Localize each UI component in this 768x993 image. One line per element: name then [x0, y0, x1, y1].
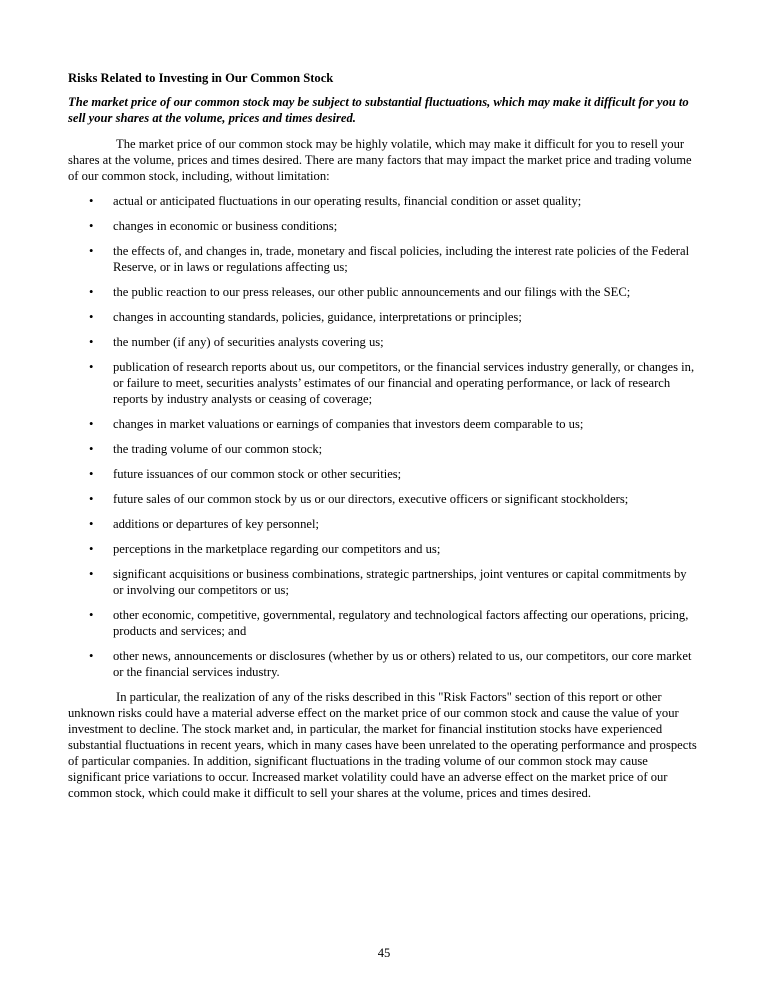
bullet-icon: •: [89, 417, 94, 431]
bullet-icon: •: [89, 244, 94, 258]
risk-factor-text: the number (if any) of securities analysts covering us;: [113, 335, 384, 349]
risk-factor-text: actual or anticipated fluctuations in our operating results, financial condition or asset quality;: [113, 194, 582, 208]
bullet-icon: •: [89, 310, 94, 324]
risk-factor-item: [68, 243, 700, 275]
risk-factor-text: future issuances of our common stock or other securities;: [113, 467, 402, 481]
bullet-icon: •: [89, 467, 94, 481]
section-heading: Risks Related to Investing in Our Common Stock: [68, 71, 334, 85]
risk-factor-item: [68, 441, 700, 457]
bullet-icon: •: [89, 219, 94, 233]
risk-factor-text: perceptions in the marketplace regarding our competitors and us;: [113, 542, 441, 556]
risk-factor-item: [68, 566, 700, 598]
risk-factor-text: changes in market valuations or earnings of companies that investors deem comparable to us;: [113, 417, 584, 431]
risk-factor-item: [68, 648, 700, 680]
risk-factor-item: [68, 284, 700, 300]
risk-factor-text: the public reaction to our press releases, our other public announcements and our filings with the SEC;: [113, 285, 631, 299]
risk-factor-text: changes in accounting standards, policies, guidance, interpretations or principles;: [113, 310, 522, 324]
bullet-icon: •: [89, 335, 94, 349]
bullet-icon: •: [89, 608, 94, 622]
risk-factor-text: significant acquisitions or business combinations, strategic partnerships, joint ventures or capital commitments by or involving our competitors or us;: [113, 567, 687, 597]
intro-paragraph: The market price of our common stock may be highly volatile, which may make it difficult for you to resell your shares at the volume, prices and times desired. There are many factors that may impact the market price and trading volume of our common stock, including, without limitation:: [68, 137, 692, 183]
risk-factor-text: publication of research reports about us, our competitors, or the financial services industry generally, or changes in, or failure to meet, securities analysts’ estimates of our financial and operating performance, or lack of research reports by industry analysts or ceasing of coverage;: [113, 360, 695, 406]
risk-factor-item: [68, 607, 700, 639]
bullet-icon: •: [89, 542, 94, 556]
page-number: 45: [377, 946, 391, 960]
risk-factor-text: other economic, competitive, governmental, regulatory and technological factors affecting our operations, pricing, products and services; and: [113, 608, 689, 638]
risk-title: The market price of our common stock may be subject to substantial fluctuations, which may make it difficult for you to sell your shares at the volume, prices and times desired.: [68, 95, 689, 125]
document-page: [68, 70, 700, 810]
closing-paragraph: In particular, the realization of any of the risks described in this "Risk Factors" section of this report or other unknown risks could have a material adverse effect on the market price of our common stock and cause the value of your investment to decline. The stock market and, in particular, the market for financial institution stocks have experienced substantial fluctuations in recent years, which in many cases have been unrelated to the operating performance and prospects of particular companies. In addition, significant fluctuations in the trading volume of our common stock may cause significant price variations to occur. Increased market volatility could have an adverse effect on the market price of our common stock, which could make it difficult to sell your shares at the volume, prices and times desired.: [68, 690, 697, 800]
risk-factor-item: [68, 334, 700, 350]
risk-factor-text: future sales of our common stock by us or our directors, executive officers or significant stockholders;: [113, 492, 629, 506]
bullet-icon: •: [89, 285, 94, 299]
risk-factor-item: [68, 541, 700, 557]
bullet-icon: •: [89, 194, 94, 208]
risk-factor-item: [68, 193, 700, 209]
risk-factor-text: other news, announcements or disclosures (whether by us or others) related to us, our competitors, our core market or the financial services industry.: [113, 649, 692, 679]
bullet-icon: •: [89, 649, 94, 663]
risk-factor-item: [68, 466, 700, 482]
risk-factor-list: [68, 193, 700, 680]
risk-factor-item: [68, 416, 700, 432]
risk-factor-text: changes in economic or business conditions;: [113, 219, 338, 233]
bullet-icon: •: [89, 360, 94, 374]
bullet-icon: •: [89, 517, 94, 531]
risk-factor-item: [68, 218, 700, 234]
risk-factor-text: the trading volume of our common stock;: [113, 442, 323, 456]
risk-factor-item: [68, 491, 700, 507]
risk-factor-item: [68, 359, 700, 407]
risk-factor-item: [68, 309, 700, 325]
bullet-icon: •: [89, 492, 94, 506]
bullet-icon: •: [89, 567, 94, 581]
risk-factor-item: [68, 516, 700, 532]
bullet-icon: •: [89, 442, 94, 456]
risk-factor-text: the effects of, and changes in, trade, monetary and fiscal policies, including the interest rate policies of the Federal Reserve, or in laws or regulations affecting us;: [113, 244, 690, 274]
risk-factor-text: additions or departures of key personnel;: [113, 517, 319, 531]
